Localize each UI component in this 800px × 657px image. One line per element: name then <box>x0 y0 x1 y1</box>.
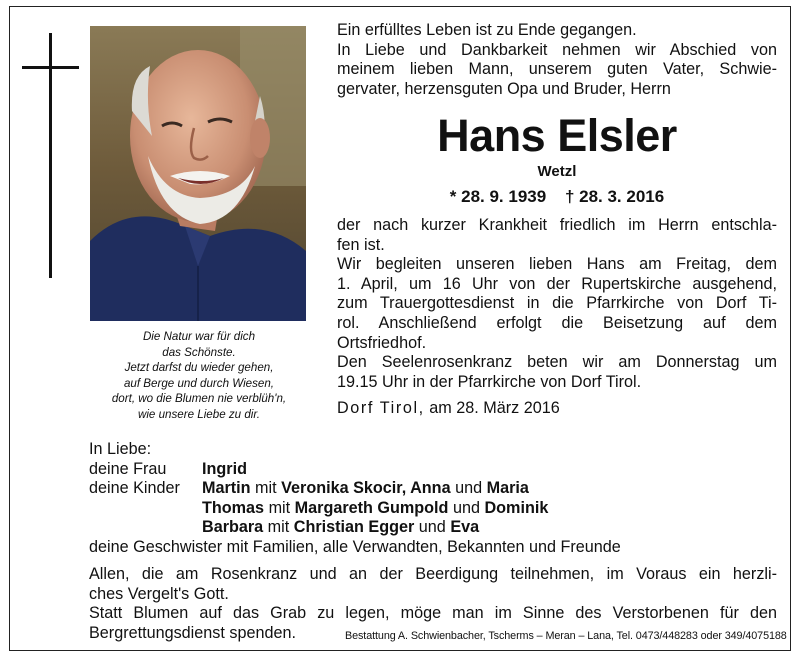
wife-label: deine Frau <box>89 459 167 478</box>
mourners-heading-row <box>89 440 789 460</box>
child-name: Thomas <box>202 498 265 517</box>
connector-text: und <box>450 479 487 498</box>
cross-icon-bar <box>22 66 79 69</box>
life-dates <box>337 186 777 208</box>
mourners-row-children <box>89 499 789 519</box>
wife-name: Ingrid <box>202 459 247 478</box>
caption-line: auf Berge und durch Wiesen, <box>123 376 275 390</box>
caption-line: Jetzt darfst du wieder gehen, <box>124 361 274 375</box>
child-name: Dominik <box>484 498 549 517</box>
notice-date: am 28. März 2016 <box>429 399 560 417</box>
caption-line: das Schönste. <box>162 345 236 359</box>
mourners-row-children <box>89 518 789 538</box>
mourners-row-wife <box>89 460 789 480</box>
body-line: 19.15 Uhr in der Pfarrkirche von Dorf Tirol. <box>337 372 642 391</box>
body-line: zum Trauergottesdienst in die Pfarrkirche von Dorf Ti- <box>337 294 777 313</box>
spouse-name: Christian Egger <box>293 518 415 537</box>
mourners-row-others <box>89 538 789 558</box>
birth-date: * 28. 9. 1939 <box>449 187 547 206</box>
mourners-row-children <box>89 479 789 499</box>
connector-text: mit <box>263 518 294 537</box>
cross-icon <box>49 33 52 278</box>
deceased-nickname: Wetzl <box>537 163 577 180</box>
caption-line: wie unsere Liebe zu dir. <box>137 407 261 421</box>
connector-text: und <box>448 498 485 517</box>
body-line: Ortsfriedhof. <box>337 333 427 352</box>
body-line: Den Seelenrosenkranz beten wir am Donnerstag um <box>337 353 777 372</box>
announcement-text <box>337 216 777 392</box>
mourners-heading: In Liebe: <box>89 440 152 458</box>
child-name: Maria <box>486 479 529 498</box>
place: Dorf Tirol, <box>337 399 425 417</box>
child-name: Barbara <box>202 518 264 537</box>
body-line: 1. April, um 16 Uhr von der Rupertskirche ausgehend, <box>337 274 777 293</box>
caption-line: Die Natur war für dich <box>142 330 256 343</box>
body-line: fen ist. <box>337 235 385 254</box>
portrait-photo <box>90 26 306 321</box>
deceased-name: Hans Elsler <box>437 110 677 161</box>
body-line: der nach kurzer Krankheit friedlich im Herrn entschla- <box>337 216 777 234</box>
closing-line: Statt Blumen auf das Grab zu legen, möge man im Sinne des Verstorbenen für den <box>89 604 777 623</box>
child-name: Eva <box>450 518 480 537</box>
undertaker-info: Bestattung A. Schwienbacher, Tscherms – Meran – Lana, Tel. 0473/448283 oder 349/4075188 <box>345 630 787 642</box>
spouse-name: Veronika Skocir, Anna <box>281 479 451 498</box>
children-label: deine Kinder <box>89 479 180 498</box>
photo-caption <box>88 329 310 423</box>
death-date: † 28. 3. 2016 <box>564 187 665 206</box>
caption-line: dort, wo die Blumen nie verblüh'n, <box>111 392 287 406</box>
connector-text: mit <box>250 479 282 498</box>
place-date <box>337 398 560 418</box>
intro-line: meinem lieben Mann, unserem guten Vater, Schwie- <box>337 60 777 79</box>
connector-text: und <box>414 518 451 537</box>
connector-text: mit <box>264 498 295 517</box>
mourners-list <box>89 440 789 558</box>
intro-line: Ein erfülltes Leben ist zu Ende gegangen. <box>337 21 637 39</box>
spouse-name: Margareth Gumpold <box>294 498 449 517</box>
closing-line: ches Vergelt's Gott. <box>89 584 229 603</box>
closing-line: Bergrettungsdienst spenden. <box>89 623 296 642</box>
closing-line: Allen, die am Rosenkranz und an der Beerdigung teilnehmen, im Voraus ein herzli- <box>89 565 777 583</box>
body-line: Wir begleiten unseren lieben Hans am Freitag, dem <box>337 255 777 274</box>
child-name: Martin <box>202 479 251 498</box>
body-line: rol. Anschließend erfolgt die Beisetzung auf dem <box>337 313 777 332</box>
intro-line: gervater, herzensguten Opa und Bruder, Herrn <box>337 79 671 98</box>
intro-text <box>337 21 777 99</box>
others-text: deine Geschwister mit Familien, alle Verwandten, Bekannten und Freunde <box>89 537 621 556</box>
intro-line: In Liebe und Dankbarkeit nehmen wir Abschied von <box>337 40 777 59</box>
